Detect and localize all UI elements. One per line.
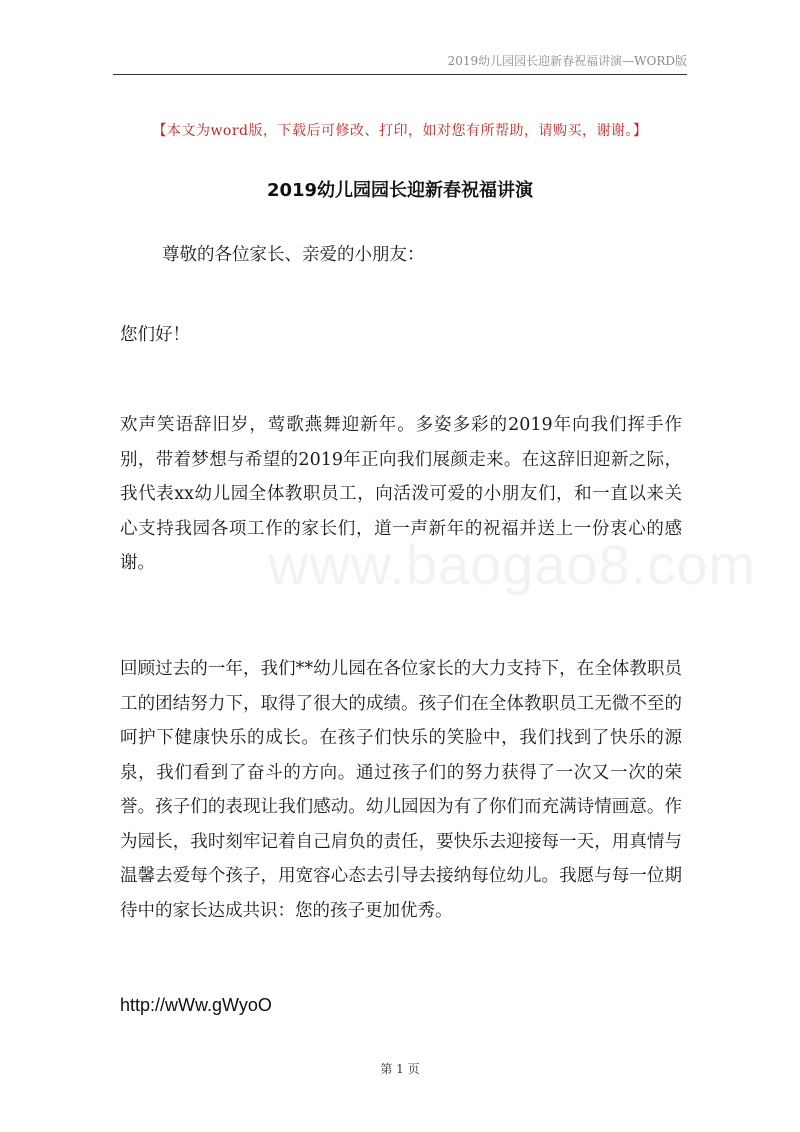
hello-paragraph: 您们好！: [120, 325, 190, 345]
watermark: www.baogao8.com: [268, 533, 757, 596]
document-title: 2019幼儿园园长迎新春祝福讲演: [266, 180, 534, 201]
header-divider: [113, 74, 687, 75]
body-paragraph-1: 欢声笑语辞旧岁，莺歌燕舞迎新年。多姿多彩的2019年向我们挥手作别，带着梦想与希望的2019年正向我们展颜走来。在这辞旧迎新之际，我代表xx幼儿园全体教职员工，向活泼可爱的小朋友们，和一直以来关心支持我园各项工作的家长们，道一声新年的祝福并送上一份衷心的感谢。: [120, 415, 682, 573]
download-notice: 【本文为word版，下载后可修改、打印，如对您有所帮助，请购买，谢谢。】: [152, 123, 648, 139]
url-text: http://wWw.gWyoO: [120, 995, 272, 1015]
page-number: 第 1 页: [380, 1062, 420, 1076]
running-header: 2019幼儿园园长迎新春祝福讲演—WORD版: [447, 54, 687, 68]
body-paragraph-2: 回顾过去的一年，我们**幼儿园在各位家长的大力支持下，在全体教职员工的团结努力下，取得了很大的成绩。孩子们在全体教职员工无微不至的呵护下健康快乐的成长。在孩子们快乐的笑脸中，我们找到了快乐的源泉，我们看到了奋斗的方向。通过孩子们的努力获得了一次又一次的荣誉。孩子们的表现让我们感动。幼儿园因为有了你们而充满诗情画意。作为园长，我时刻牢记着自己肩负的责任，要快乐去迎接每一天，用真情与温馨去爱每个孩子，用宽容心态去引导去接纳每位幼儿。我愿与每一位期待中的家长达成共识：您的孩子更加优秀。: [120, 659, 682, 921]
greeting-paragraph: 尊敬的各位家长、亲爱的小朋友：: [162, 245, 425, 265]
